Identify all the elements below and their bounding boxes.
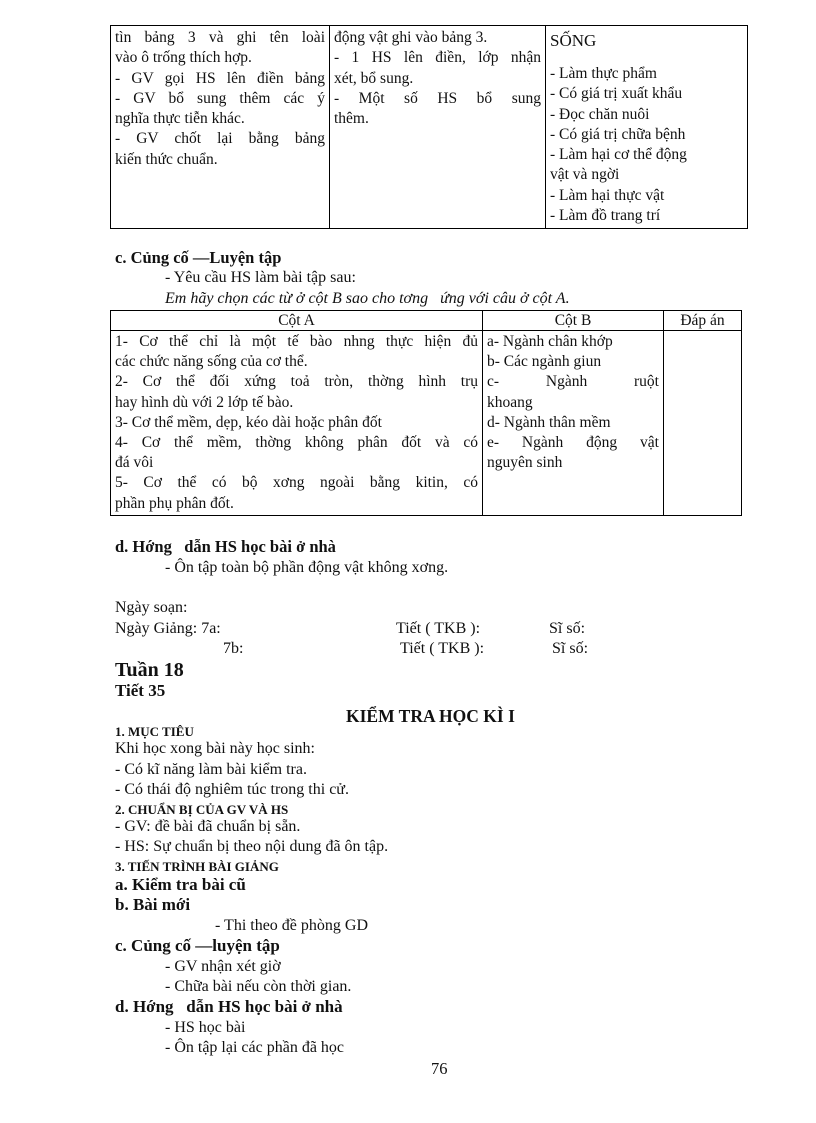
bai-moi-heading: b. Bài mới	[115, 895, 191, 914]
section-c-instruction: - Yêu cầu HS làm bài tập sau:	[165, 269, 356, 286]
cung-co-item: - Chữa bài nếu còn thời gian.	[165, 978, 352, 995]
ngay-giang-label: Ngày Giảng: 7a:	[115, 620, 221, 637]
col-b-line: b- Các ngành giun	[487, 353, 602, 371]
col-a-line: phần phụ phân đốt.	[115, 494, 234, 512]
t1-c1-line: vào ô trống thích hợp.	[115, 49, 252, 67]
col-b-header: Cột B	[483, 311, 664, 331]
huong-dan-item: - Ôn tập lại các phần đã học	[165, 1039, 345, 1056]
tiet-tkb-a: Tiết ( TKB ):	[396, 620, 481, 637]
t1-c1-line: tìn bảng 3 và ghi tên loài	[115, 29, 325, 46]
si-so-a: Sĩ số:	[549, 620, 586, 637]
t1-c3-line: - Đọc chăn nuôi	[550, 105, 650, 123]
muc-tieu-item: - Có kĩ năng làm bài kiểm tra.	[115, 761, 307, 778]
continuation-table	[110, 25, 748, 229]
col-a-cell	[111, 331, 483, 516]
cung-co-item: - GV nhận xét giờ	[165, 958, 281, 975]
col-a-line: 5- Cơ thể có bộ xơng ngoài bằng kitin, có	[115, 474, 478, 492]
answer-header: Đáp án	[664, 311, 742, 331]
page-number: 76	[431, 1059, 448, 1078]
muc-tieu-item: Khi học xong bài này học sinh:	[115, 740, 315, 757]
t1-c3-line	[550, 52, 743, 64]
t1-c3-line: SỐNG	[550, 31, 597, 50]
t1-c1-line: - GV chốt lại bằng bảng	[115, 130, 325, 148]
col-b-line: nguyên sinh	[487, 454, 563, 472]
t1-c1-line: kiến thức chuẩn.	[115, 150, 218, 168]
col-a-line: các chức năng sống của cơ thể.	[115, 353, 308, 371]
t1-c3-line: - Làm thực phẩm	[550, 65, 657, 82]
muc-tieu-heading: 1. MỤC TIÊU	[115, 724, 194, 739]
lesson-title: KIỂM TRA HỌC KÌ I	[346, 706, 515, 726]
t1-c2-line: - 1 HS lên điền, lớp nhận	[334, 49, 541, 67]
chuan-bi-heading: 2. CHUẨN BỊ CỦA GV VÀ HS	[115, 802, 289, 817]
col-b-line: d- Ngành thân mềm	[487, 413, 611, 431]
col-b-line: a- Ngành chân khớp	[487, 333, 613, 350]
col-a-line: 3- Cơ thể mềm, dẹp, kéo dài hoặc phân đốt	[115, 413, 382, 431]
section-d-heading: d. Hớng dẫn HS học bài ở nhà	[115, 537, 336, 556]
kiem-tra-bai-cu-heading: a. Kiểm tra bài cũ	[115, 875, 246, 894]
t1-c1-line: - GV gọi HS lên điền bảng	[115, 69, 325, 87]
t1-c3-line: vật và ngời	[550, 166, 620, 184]
t1-c3-line: - Làm hại cơ thể động	[550, 146, 687, 164]
section-d-item: - Ôn tập toàn bộ phần động vật không xơng.	[165, 559, 449, 576]
student-activity-cell	[330, 26, 546, 229]
tiet-label: Tiết 35	[115, 681, 166, 700]
t1-c1-line: - GV bổ sung thêm các ý	[115, 89, 325, 107]
section-c-prompt: Em hãy chọn các từ ở cột B sao cho tơng ứng với câu ở cột A.	[165, 290, 570, 307]
si-so-b: Sĩ số:	[552, 640, 589, 657]
col-b-line: khoang	[487, 393, 533, 411]
t1-c3-line: - Có giá trị chữa bệnh	[550, 125, 686, 143]
answer-cell	[664, 331, 742, 516]
col-b-line: e- Ngành động vật	[487, 434, 659, 452]
col-a-line: 4- Cơ thể mềm, thờng không phân đốt và có	[115, 434, 478, 452]
t1-c3-line: - Có giá trị xuất khẩu	[550, 85, 683, 103]
huong-dan-heading: d. Hớng dẫn HS học bài ở nhà	[115, 997, 343, 1016]
ngay-soan-label: Ngày soạn:	[115, 599, 188, 616]
class-7b-label: 7b:	[223, 640, 244, 657]
col-a-line: 1- Cơ thể chỉ là một tế bào nhng thực hiện đủ	[115, 333, 478, 350]
tien-trinh-heading: 3. TIẾN TRÌNH BÀI GIẢNG	[115, 859, 279, 874]
tiet-tkb-b: Tiết ( TKB ):	[400, 640, 485, 657]
col-a-line: 2- Cơ thể đối xứng toả tròn, thờng hình trụ	[115, 373, 478, 391]
t1-c2-line: động vật ghi vào bảng 3.	[334, 29, 488, 46]
t1-c1-line: nghĩa thực tiễn khác.	[115, 110, 245, 128]
col-a-line: hay hình dù với 2 lớp tế bào.	[115, 393, 294, 411]
teacher-activity-cell	[111, 26, 330, 229]
tuan-label: Tuần 18	[115, 659, 184, 681]
col-b-line: c- Ngành ruột	[487, 373, 659, 391]
t1-c3-line: - Làm hại thực vật	[550, 186, 665, 204]
matching-exercise-table	[110, 310, 742, 516]
huong-dan-item: - HS học bài	[165, 1019, 246, 1036]
col-a-header: Cột A	[111, 311, 483, 331]
cung-co-heading: c. Củng cố —luyện tập	[115, 936, 280, 955]
content-cell	[546, 26, 748, 229]
bai-moi-item: - Thi theo đề phòng GD	[215, 917, 369, 934]
chuan-bi-item: - GV: đề bài đã chuẩn bị sẵn.	[115, 818, 301, 835]
col-b-cell	[483, 331, 664, 516]
t1-c2-line: xét, bổ sung.	[334, 69, 414, 87]
section-c-heading: c. Củng cố —Luyện tập	[115, 248, 282, 267]
muc-tieu-item: - Có thái độ nghiêm túc trong thi cử.	[115, 781, 349, 798]
chuan-bi-item: - HS: Sự chuẩn bị theo nội dung đã ôn tập.	[115, 838, 389, 855]
col-a-line: đá vôi	[115, 454, 154, 472]
t1-c3-line: - Làm đồ trang trí	[550, 207, 661, 225]
t1-c2-line: - Một số HS bổ sung	[334, 89, 541, 107]
t1-c2-line: thêm.	[334, 110, 369, 128]
